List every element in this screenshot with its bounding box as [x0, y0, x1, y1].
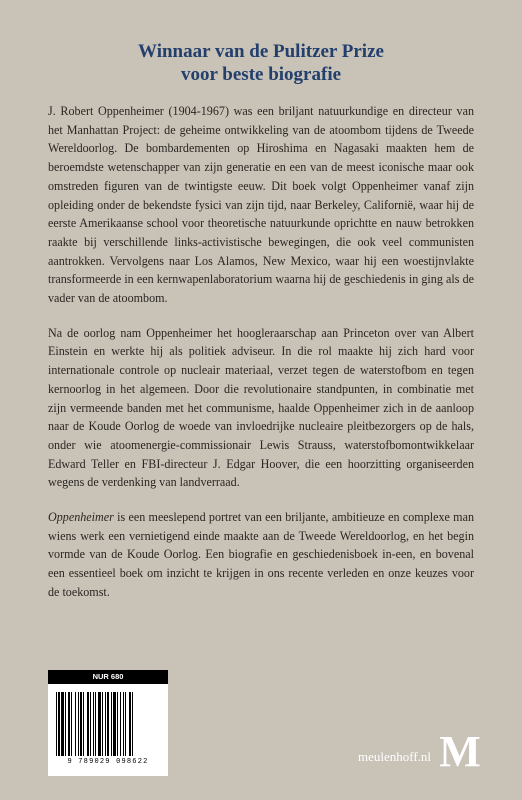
barcode-number: 9 789029 098622: [67, 758, 149, 766]
book-title-italic: Oppenheimer: [48, 510, 114, 525]
meulenhoff-logo: [438, 728, 482, 772]
barcode-block: [48, 670, 168, 776]
barcode-bars: [56, 692, 160, 756]
blurb: [48, 102, 474, 618]
svg-text:M: M: [439, 728, 481, 772]
blurb-paragraph-2: Na de oorlog nam Oppenheimer het hoogleraarschap aan Princeton over van Albert Einstein en werkte hij als politiek adviseur. In die rol maakte hij zich hard voor internationale controle op nucleair materiaal, verzet tegen de waterstofbom en tegen kernoorlog in het algemeen. Door die revolutionaire standpunten, in combinatie met zijn vermeende banden met het communisme, haalde Oppenheimer zich in de aanloop naar de Koude Oorlog de woede van invloedrijke nucleaire pleitbezorgers op de hals, onder wie atoomenergie-commissionair Lewis Strauss, waterstofbomontwikkelaar Edward Teller en FBI-directeur J. Edgar Hoover, die een hoorzitting organiseerden wegens de verdenking van landverraad.: [48, 325, 474, 490]
publisher-url: meulenhoff.nl: [358, 749, 432, 764]
headline-line-2: voor beste biografie: [180, 64, 342, 85]
blurb-paragraph-1: J. Robert Oppenheimer (1904-1967) was een briljant natuurkundige en directeur van het Manhattan Project: de geheime ontwikkeling van de atoombom tijdens de Tweede Wereldoorlog. De bombardementen op Hiroshima en Nagasaki maakten hem de beroemdste wetenschapper van zijn generatie en een van de meest iconische maar ook omstreden figuren van de twintigste eeuw. Dit boek volgt Oppenheimer vanaf zijn opleiding onder de bekendste fysici van zijn tijd, naar Berkeley, Californië, waar hij de eerste Amerikaanse school voor theoretische natuurkunde oprichtte en nauw betrokken raakte bij verschillende links-activistische bewegingen, die ook veel communisten aantrokken. Vervolgens naar Los Alamos, New Mexico, waar hij een woestijnvlakte transformeerde in een kernwapenlaboratorium waarna hij de geschiedenis in ging als de vader van de atoombom.: [48, 104, 474, 306]
cover-headline: [0, 40, 522, 86]
blurb-paragraph-3: [48, 508, 474, 602]
headline-line-1: Winnaar van de Pulitzer Prize: [138, 41, 384, 62]
nur-label: NUR 680: [48, 670, 168, 684]
blurb-paragraph-3-rest: is een meeslepend portret van een briljante, ambitieuze en complexe man wiens werk een vernietigend einde maakte aan de Tweede Wereldoorlog, en het begin vormde van de Koude Oorlog. Een biografie en geschiedenisboek in-een, en bovenal een essentieel boek om inzicht te krijgen in ons recente verleden en onze keuzes voor de toekomst.: [48, 510, 474, 599]
